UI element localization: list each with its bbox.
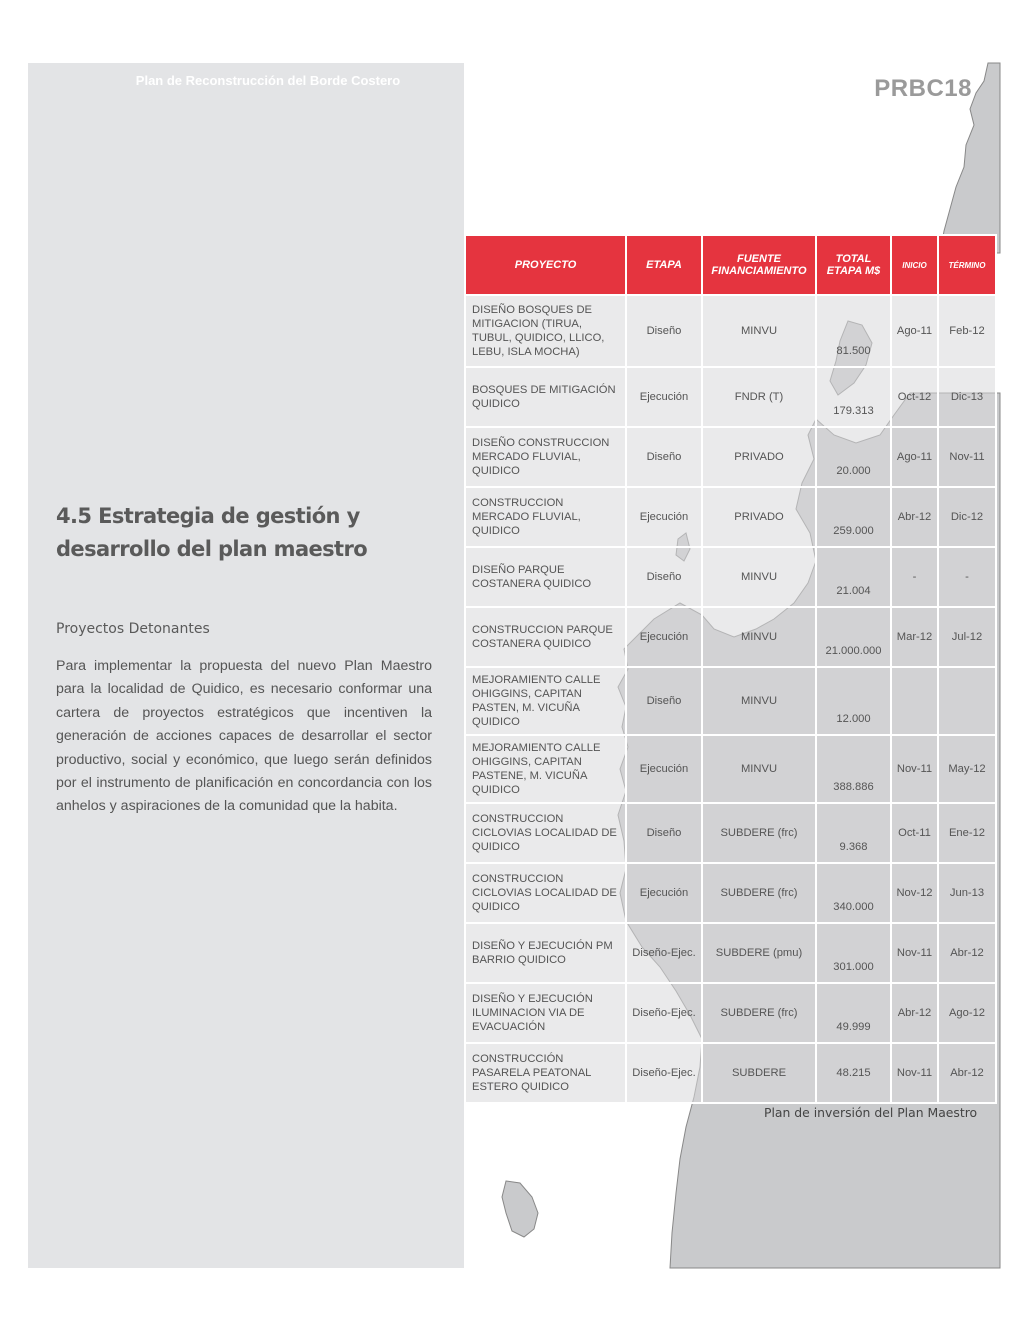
cell-total: 12.000 <box>816 667 891 735</box>
cell-etapa: Diseño-Ejec. <box>626 983 702 1043</box>
cell-proyecto: CONSTRUCCION MERCADO FLUVIAL, QUIDICO <box>465 487 626 547</box>
document-code: PRBC18 <box>874 75 972 102</box>
table-row <box>465 607 996 667</box>
cell-proyecto: DISEÑO BOSQUES DE MITIGACION (TIRUA, TUBUL, QUIDICO, LLICO, LEBU, ISLA MOCHA) <box>465 295 626 367</box>
cell-proyecto: MEJORAMIENTO CALLE OHIGGINS, CAPITAN PASTEN, M. VICUÑA QUIDICO <box>465 667 626 735</box>
page-number: 30 <box>881 1259 960 1327</box>
cell-etapa: Diseño <box>626 667 702 735</box>
cell-inicio: Ago-11 <box>891 295 938 367</box>
section-subheading: Proyectos Detonantes <box>56 621 210 637</box>
cell-fuente: MINVU <box>702 667 816 735</box>
cell-termino <box>938 667 996 735</box>
cell-termino: - <box>938 547 996 607</box>
cell-total: 21.004 <box>816 547 891 607</box>
cell-inicio: Mar-12 <box>891 607 938 667</box>
cell-fuente: SUBDERE <box>702 1043 816 1103</box>
table-row <box>465 735 996 803</box>
header-termino: TÉRMINO <box>938 235 996 295</box>
cell-total: 388.886 <box>816 735 891 803</box>
coastline-island-mocha <box>502 1181 538 1237</box>
cell-termino: Nov-11 <box>938 427 996 487</box>
header-etapa: ETAPA <box>626 235 702 295</box>
cell-fuente: SUBDERE (pmu) <box>702 923 816 983</box>
cell-etapa: Ejecución <box>626 735 702 803</box>
cell-fuente: PRIVADO <box>702 487 816 547</box>
cell-inicio: Nov-11 <box>891 923 938 983</box>
investment-table <box>464 234 997 1104</box>
cell-proyecto: CONSTRUCCION PARQUE COSTANERA QUIDICO <box>465 607 626 667</box>
cell-fuente: SUBDERE (frc) <box>702 863 816 923</box>
cell-proyecto: CONSTRUCCION CICLOVIAS LOCALIDAD DE QUIDICO <box>465 803 626 863</box>
cell-inicio: Nov-11 <box>891 735 938 803</box>
cell-termino: Ago-12 <box>938 983 996 1043</box>
table-row <box>465 547 996 607</box>
cell-etapa: Diseño <box>626 295 702 367</box>
cell-fuente: FNDR (T) <box>702 367 816 427</box>
cell-proyecto: BOSQUES DE MITIGACIÓN QUIDICO <box>465 367 626 427</box>
header-total: TOTAL ETAPA M$ <box>816 235 891 295</box>
cell-proyecto: CONSTRUCCIÓN PASARELA PEATONAL ESTERO QUIDICO <box>465 1043 626 1103</box>
cell-termino: Dic-12 <box>938 487 996 547</box>
cell-etapa: Diseño <box>626 427 702 487</box>
cell-inicio: Nov-12 <box>891 863 938 923</box>
cell-etapa: Ejecución <box>626 863 702 923</box>
table-row <box>465 863 996 923</box>
cell-termino: Feb-12 <box>938 295 996 367</box>
cell-fuente: MINVU <box>702 547 816 607</box>
cell-proyecto: DISEÑO CONSTRUCCION MERCADO FLUVIAL, QUIDICO <box>465 427 626 487</box>
cell-inicio: Ago-11 <box>891 427 938 487</box>
cell-proyecto: MEJORAMIENTO CALLE OHIGGINS, CAPITAN PASTENE, M. VICUÑA QUIDICO <box>465 735 626 803</box>
left-panel <box>28 63 464 1268</box>
cell-proyecto: CONSTRUCCION CICLOVIAS LOCALIDAD DE QUIDICO <box>465 863 626 923</box>
table-row <box>465 1043 996 1103</box>
section-title-line-1: 4.5 Estrategia de gestión y <box>56 504 360 528</box>
cell-fuente: MINVU <box>702 735 816 803</box>
cell-inicio: Nov-11 <box>891 1043 938 1103</box>
cell-total: 49.999 <box>816 983 891 1043</box>
cell-etapa: Diseño <box>626 547 702 607</box>
header-fuente: FUENTE FINANCIAMIENTO <box>702 235 816 295</box>
table-caption: Plan de inversión del Plan Maestro <box>764 1105 978 1120</box>
header-proyecto: PROYECTO <box>465 235 626 295</box>
table-row <box>465 367 996 427</box>
cell-termino: Jul-12 <box>938 607 996 667</box>
cell-proyecto: DISEÑO Y EJECUCIÓN PM BARRIO QUIDICO <box>465 923 626 983</box>
cell-total: 259.000 <box>816 487 891 547</box>
cell-inicio: Abr-12 <box>891 983 938 1043</box>
cell-etapa: Diseño-Ejec. <box>626 1043 702 1103</box>
table-row <box>465 487 996 547</box>
cell-inicio: Oct-12 <box>891 367 938 427</box>
section-title-line-2: desarrollo del plan maestro <box>56 537 368 561</box>
header-inicio: INICIO <box>891 235 938 295</box>
cell-fuente: SUBDERE (frc) <box>702 803 816 863</box>
cell-fuente: MINVU <box>702 607 816 667</box>
cell-etapa: Ejecución <box>626 367 702 427</box>
cell-total: 21.000.000 <box>816 607 891 667</box>
section-body-text: Para implementar la propuesta del nuevo Plan Maestro para la localidad de Quidico, es necesario conformar una cartera de proyectos estratégicos que incentiven la generación de acciones capaces de desarrollar el sector productivo, social y económico, que luego serán definidos por el instrumento de planificación en concordancia con los anhelos y aspiraciones de la comunidad que la habita. <box>56 658 432 815</box>
cell-total: 81.500 <box>816 295 891 367</box>
table-header-row <box>465 235 996 295</box>
cell-etapa: Ejecución <box>626 607 702 667</box>
section-title <box>56 500 446 566</box>
cell-fuente: PRIVADO <box>702 427 816 487</box>
cell-total: 340.000 <box>816 863 891 923</box>
cell-proyecto: DISEÑO Y EJECUCIÓN ILUMINACION VIA DE EVACUACIÓN <box>465 983 626 1043</box>
cell-termino: Jun-13 <box>938 863 996 923</box>
cell-termino: Abr-12 <box>938 923 996 983</box>
cell-inicio: - <box>891 547 938 607</box>
cell-inicio: Oct-11 <box>891 803 938 863</box>
cell-total: 20.000 <box>816 427 891 487</box>
cell-inicio <box>891 667 938 735</box>
table-row <box>465 923 996 983</box>
cell-inicio: Abr-12 <box>891 487 938 547</box>
table-row <box>465 803 996 863</box>
cell-etapa: Ejecución <box>626 487 702 547</box>
cell-total: 9.368 <box>816 803 891 863</box>
cell-total: 48.215 <box>816 1043 891 1103</box>
cell-etapa: Diseño <box>626 803 702 863</box>
document-header-title: Plan de Reconstrucción del Borde Costero <box>135 73 401 88</box>
cell-fuente: MINVU <box>702 295 816 367</box>
cell-termino: Abr-12 <box>938 1043 996 1103</box>
cell-total: 301.000 <box>816 923 891 983</box>
table-row <box>465 983 996 1043</box>
table-row <box>465 295 996 367</box>
cell-termino: May-12 <box>938 735 996 803</box>
cell-termino: Dic-13 <box>938 367 996 427</box>
cell-etapa: Diseño-Ejec. <box>626 923 702 983</box>
cell-termino: Ene-12 <box>938 803 996 863</box>
cell-proyecto: DISEÑO PARQUE COSTANERA QUIDICO <box>465 547 626 607</box>
table-row <box>465 667 996 735</box>
table-row <box>465 427 996 487</box>
cell-fuente: SUBDERE (frc) <box>702 983 816 1043</box>
cell-total: 179.313 <box>816 367 891 427</box>
